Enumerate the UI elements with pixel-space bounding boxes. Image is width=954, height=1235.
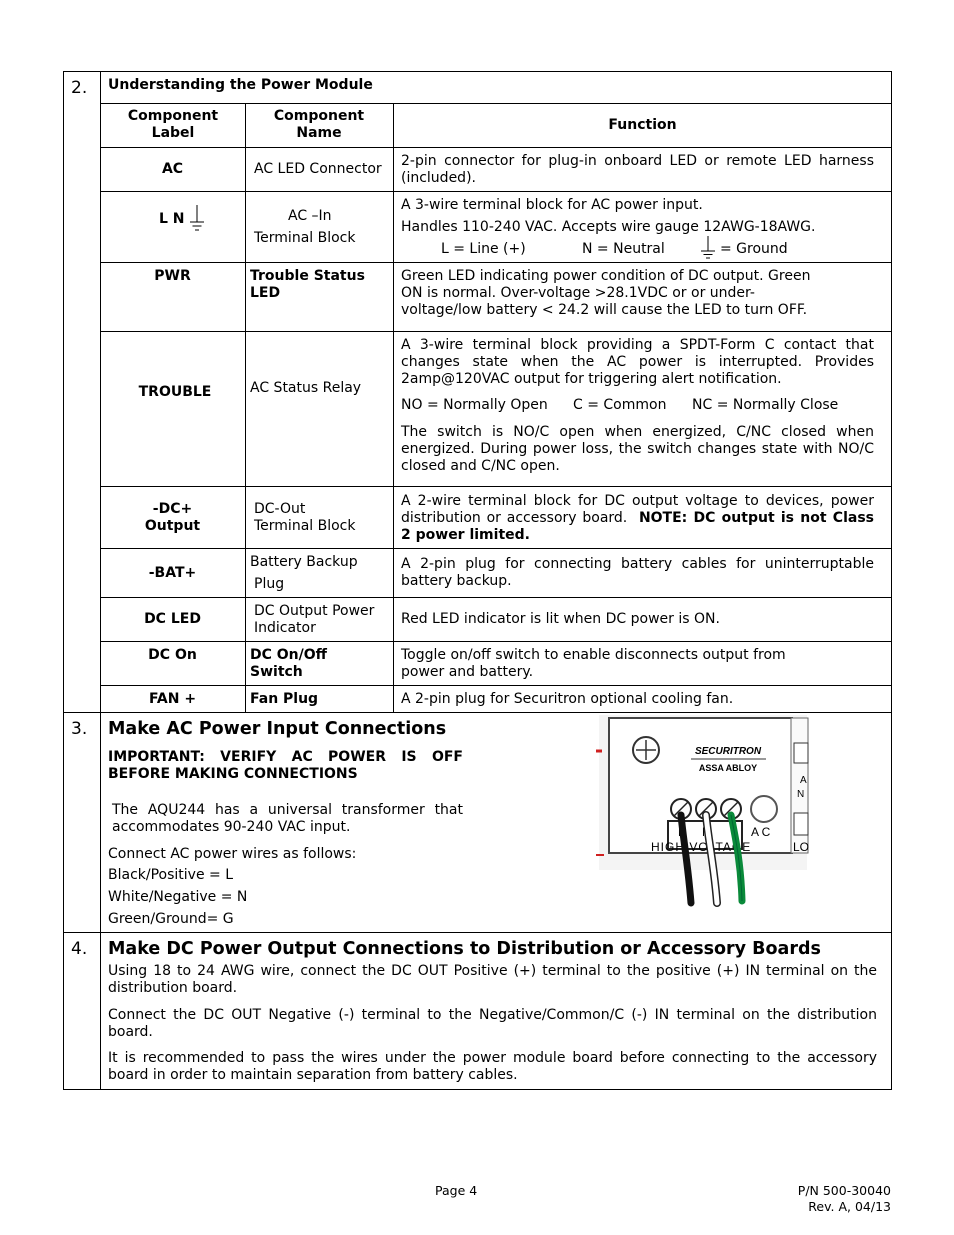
wire-green: Green/Ground= G xyxy=(108,911,234,927)
figure-label-lo: LO xyxy=(793,840,810,854)
row-divider xyxy=(100,548,892,549)
legend-neutral: N = Neutral xyxy=(582,241,665,257)
row-divider xyxy=(100,191,892,192)
function-trouble-p3: The switch is NO/C open when energized, C/NC closed when energized. During power loss, the switch changes state with NO/C closed and C/NC open. xyxy=(401,424,874,474)
side-label-a: A xyxy=(800,775,807,786)
function-ln-line1: A 3-wire terminal block for AC power input. xyxy=(401,197,703,213)
row-divider xyxy=(100,147,892,148)
important-notice: IMPORTANT: VERIFY AC POWER IS OFF BEFORE MAKING CONNECTIONS xyxy=(108,749,463,782)
section-title: Understanding the Power Module xyxy=(108,77,373,93)
section4-paragraph-3: It is recommended to pass the wires under the power module board before connecting to the accessory board in order to maintain separation from battery cables. xyxy=(108,1050,877,1083)
function-dc-output-text: A 2-wire terminal block for DC output voltage to devices, power distribution or accessory board. xyxy=(401,493,874,526)
row-divider xyxy=(100,597,892,598)
ac-led xyxy=(751,796,777,822)
label-ln xyxy=(159,205,205,233)
legend-line: L = Line (+) xyxy=(441,241,526,257)
section-number: 3. xyxy=(71,719,88,739)
header-function: Function xyxy=(608,117,677,133)
name-terminal-block: Terminal Block xyxy=(254,230,356,246)
name-ac-status-relay: AC Status Relay xyxy=(250,380,362,396)
label-pwr: PWR xyxy=(154,268,191,284)
label-fan: FAN + xyxy=(148,691,197,707)
function-dc-output-note: NOTE: DC output is not Class 2 power limited. xyxy=(401,510,874,543)
label-dc-output xyxy=(100,501,245,535)
wire-white: White/Negative = N xyxy=(108,889,248,905)
ground-icon xyxy=(700,236,716,260)
figure-label-ac: A C xyxy=(751,825,771,839)
row-divider xyxy=(100,103,892,104)
row-divider xyxy=(100,641,892,642)
name-ac-led-connector: AC LED Connector xyxy=(254,161,382,177)
function-trouble-p1: A 3-wire terminal block providing a SPDT-Form C contact that changes state when the AC power is interrupted. Provides 2amp@120VAC output for triggering alert notification. xyxy=(401,337,874,387)
function-fan: A 2-pin plug for Securitron optional cooling fan. xyxy=(401,691,734,707)
logo-line2: ASSA ABLOY xyxy=(698,763,758,773)
section-title: Make DC Power Output Connections to Distribution or Accessory Boards xyxy=(108,939,821,959)
header-component-label: Component Label xyxy=(127,108,219,141)
label-trouble: TROUBLE xyxy=(138,384,212,400)
name-dc-out-line1: DC-Out xyxy=(254,501,306,517)
footer-part-number: P/N 500-30040 xyxy=(797,1183,891,1198)
name-dc-output-power-indicator: DC Output Power Indicator xyxy=(254,603,375,636)
function-trouble-no: NO = Normally Open xyxy=(401,397,548,413)
figure-label-high-voltage: HIGH VOLTAGE xyxy=(651,840,752,854)
row-divider xyxy=(100,486,892,487)
label-column-divider xyxy=(245,103,246,713)
name-dc-on-off-switch: DC On/Off Switch xyxy=(250,647,327,680)
section-number: 4. xyxy=(71,939,88,959)
function-ac: 2-pin connector for plug-in onboard LED or remote LED harness (included). xyxy=(401,153,874,186)
wire-black: Black/Positive = L xyxy=(108,867,233,883)
section4-paragraph-2: Connect the DC OUT Negative (-) terminal to the Negative/Common/C (-) IN terminal on the distribution board. xyxy=(108,1007,877,1040)
function-dc-on-line2: power and battery. xyxy=(401,664,534,680)
name-dc-out-line2: Terminal Block xyxy=(254,518,356,534)
label-dc-output-line2: Output xyxy=(144,518,201,534)
row-divider xyxy=(100,685,892,686)
name-plug: Plug xyxy=(254,576,285,592)
row-divider xyxy=(100,262,892,263)
name-dc-out xyxy=(254,501,355,535)
name-column-divider xyxy=(393,103,394,713)
row-divider xyxy=(100,331,892,332)
label-dc-output-line1: -DC+ xyxy=(152,501,193,517)
label-dc-led: DC LED xyxy=(144,611,201,627)
function-dc-led: Red LED indicator is lit when DC power is ON. xyxy=(401,611,720,627)
function-dc-output xyxy=(401,493,874,544)
label-bat: -BAT+ xyxy=(148,565,197,581)
name-battery-backup: Battery Backup xyxy=(250,554,358,570)
function-pwr: Green LED indicating power condition of DC output. Green ON is normal. Over-voltage >28.1VDC or or under-voltage/low battery < 24.2 will cause the LED to turn OFF. xyxy=(401,268,811,318)
function-trouble-nc: NC = Normally Close xyxy=(692,397,839,413)
side-label-n: N xyxy=(797,789,805,800)
name-ac-in: AC –In xyxy=(288,208,332,224)
function-trouble-c: C = Common xyxy=(573,397,667,413)
header-component-name: Component Name xyxy=(273,108,365,141)
connect-intro: Connect AC power wires as follows: xyxy=(108,846,357,862)
label-ac: AC xyxy=(161,161,184,177)
name-trouble-status-led: Trouble Status LED xyxy=(250,268,365,301)
footer-page-number: Page 4 xyxy=(435,1183,478,1198)
ac-terminal-figure xyxy=(596,715,810,907)
ground-icon xyxy=(189,205,205,233)
label-dc-on: DC On xyxy=(148,647,197,663)
section-divider xyxy=(63,712,892,713)
logo-line1: SECURITRON xyxy=(694,746,762,757)
section-number: 2. xyxy=(71,78,88,98)
name-fan-plug: Fan Plug xyxy=(250,691,319,707)
section-divider xyxy=(63,932,892,933)
function-dc-on-line1: Toggle on/off switch to enable disconnects output from xyxy=(401,647,786,663)
section-title: Make AC Power Input Connections xyxy=(108,719,447,739)
figure-label-n: N xyxy=(702,825,711,839)
legend-ground: = Ground xyxy=(720,241,788,257)
footer-revision: Rev. A, 04/13 xyxy=(808,1199,891,1214)
transformer-note: The AQU244 has a universal transformer that accommodates 90-240 VAC input. xyxy=(112,802,463,835)
figure-label-l: L xyxy=(678,825,685,839)
section4-paragraph-1: Using 18 to 24 AWG wire, connect the DC OUT Positive (+) terminal to the positive (+) IN terminal on the distribution board. xyxy=(108,963,877,996)
function-ln-line2: Handles 110-240 VAC. Accepts wire gauge 12AWG-18AWG. xyxy=(401,219,816,235)
label-ln-text: L N xyxy=(159,211,185,227)
function-bat: A 2-pin plug for connecting battery cables for uninterruptable battery backup. xyxy=(401,556,874,589)
